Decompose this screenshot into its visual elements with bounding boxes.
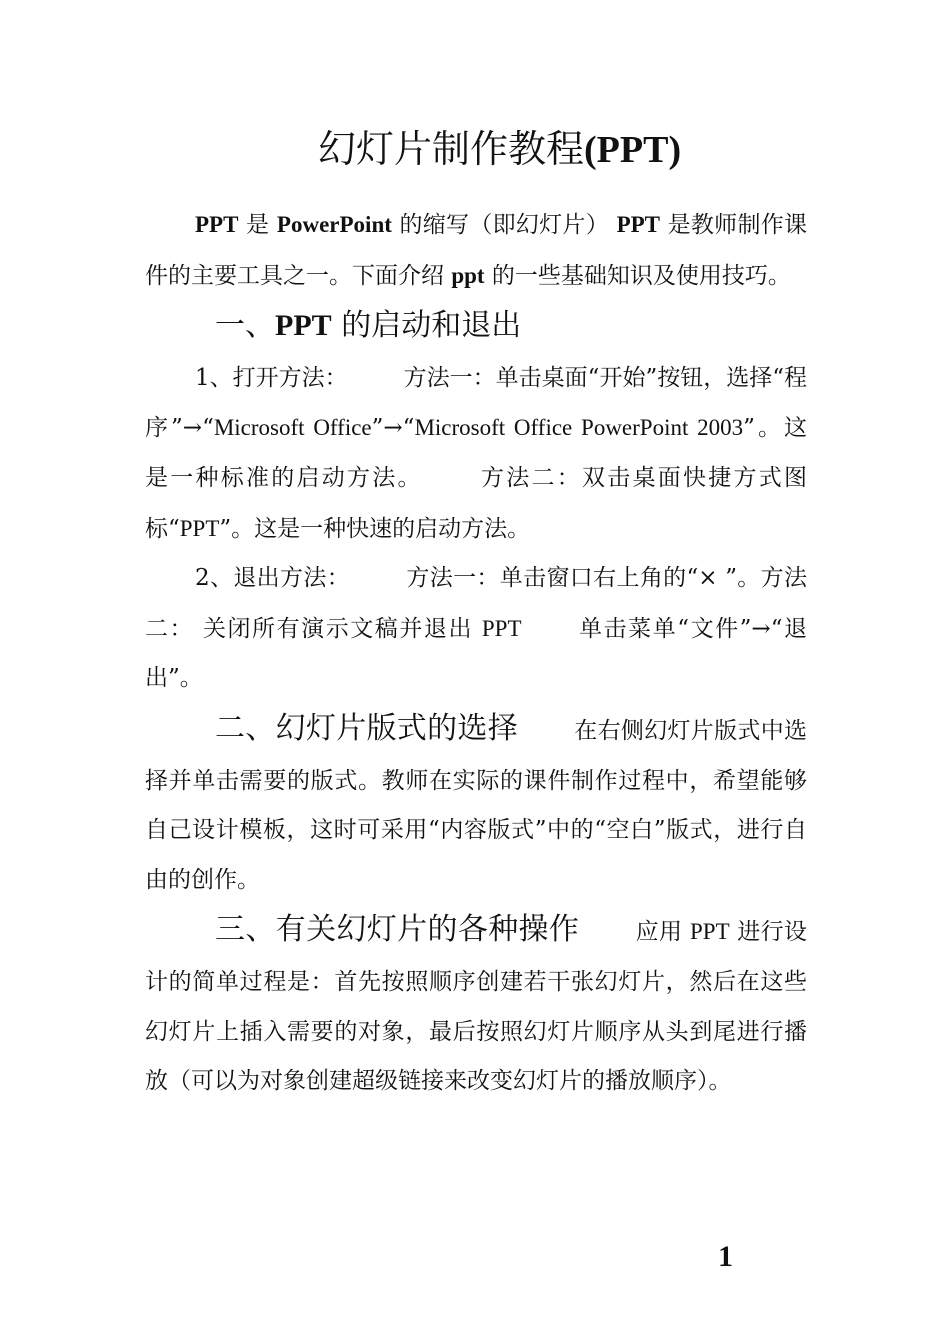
- intro-text: PowerPoint: [276, 212, 392, 237]
- document-body: [145, 200, 807, 1107]
- exit-method-text: 方法一：单击窗口右上角的“× ”。: [406, 565, 761, 592]
- section1-heading-en: PPT: [275, 309, 332, 343]
- intro-text: ppt: [451, 262, 485, 288]
- open-method-text: 方法一：单击桌面“开始”按钮，选择“程序”→“: [145, 364, 807, 442]
- section3-text: PPT: [690, 919, 730, 945]
- open-method-text: ”→“: [371, 415, 415, 442]
- section3-text: 应用: [635, 919, 690, 946]
- section1-heading: [145, 301, 807, 354]
- open-method-label: 1、打开方法：: [195, 364, 348, 391]
- intro-text: PPT: [616, 212, 661, 237]
- intro-text: 的一些基础知识及使用技巧。: [484, 262, 791, 289]
- section3-heading: 三、有关幻灯片的各种操作: [215, 912, 580, 948]
- section1-heading-rest: 的启动和退出: [331, 308, 522, 344]
- intro-text: 的缩写（即幻灯片）: [391, 212, 617, 238]
- open-method-text: Microsoft Office PowerPoint 2003: [414, 415, 744, 441]
- exit-method-text: PPT: [481, 615, 522, 641]
- open-method-text: PPT: [179, 515, 220, 541]
- section1-open-paragraph: [145, 354, 807, 554]
- open-method-text: ”。这是一种快速的启动方法。: [219, 515, 531, 542]
- section1-exit-paragraph: [145, 554, 807, 704]
- section3-text: 进行设计的简单过程是：首先按照顺序创建若干张幻灯片，然后在这些幻灯片上插入需要的对象，最后按照幻灯片顺序从头到尾进行播放（可以为对象创建超级链接来改变幻灯片的播放顺序）。: [145, 919, 808, 1095]
- section2-paragraph: [145, 704, 807, 905]
- section2-heading: 二、幻灯片版式的选择: [215, 710, 518, 746]
- section3-paragraph: [145, 905, 807, 1106]
- exit-method-text: 单击菜单“文件”→“退出”。: [145, 615, 808, 692]
- intro-text: 是: [238, 212, 277, 238]
- exit-method-label: 2、退出方法：: [195, 565, 351, 592]
- section2-text: 在右侧幻灯片版式中选择并单击需要的版式。教师在实际的课件制作过程中，希望能够自己设计模板，这时可采用“内容版式”中的“空白”版式，进行自由的创作。: [145, 717, 808, 893]
- open-method-text: ”。这是一种标准的启动方法。: [145, 415, 807, 491]
- intro-text: 是教师制作课件的主要工具之一。下面介绍: [145, 212, 808, 289]
- section1-heading-prefix: 一、: [215, 308, 275, 344]
- open-method-text: Microsoft Office: [213, 415, 372, 441]
- intro-text: PPT: [195, 212, 239, 237]
- intro-paragraph: [145, 200, 807, 301]
- document-title: [318, 126, 681, 173]
- open-method-text: 方法二：双击桌面快捷方式图标“: [145, 464, 807, 542]
- page-number: 1: [718, 1240, 733, 1273]
- title-suffix: (PPT): [584, 129, 682, 171]
- title-main: 幻灯片制作教程: [318, 127, 585, 171]
- exit-method-text: 方法二： 关闭所有演示文稿并退出: [145, 565, 807, 642]
